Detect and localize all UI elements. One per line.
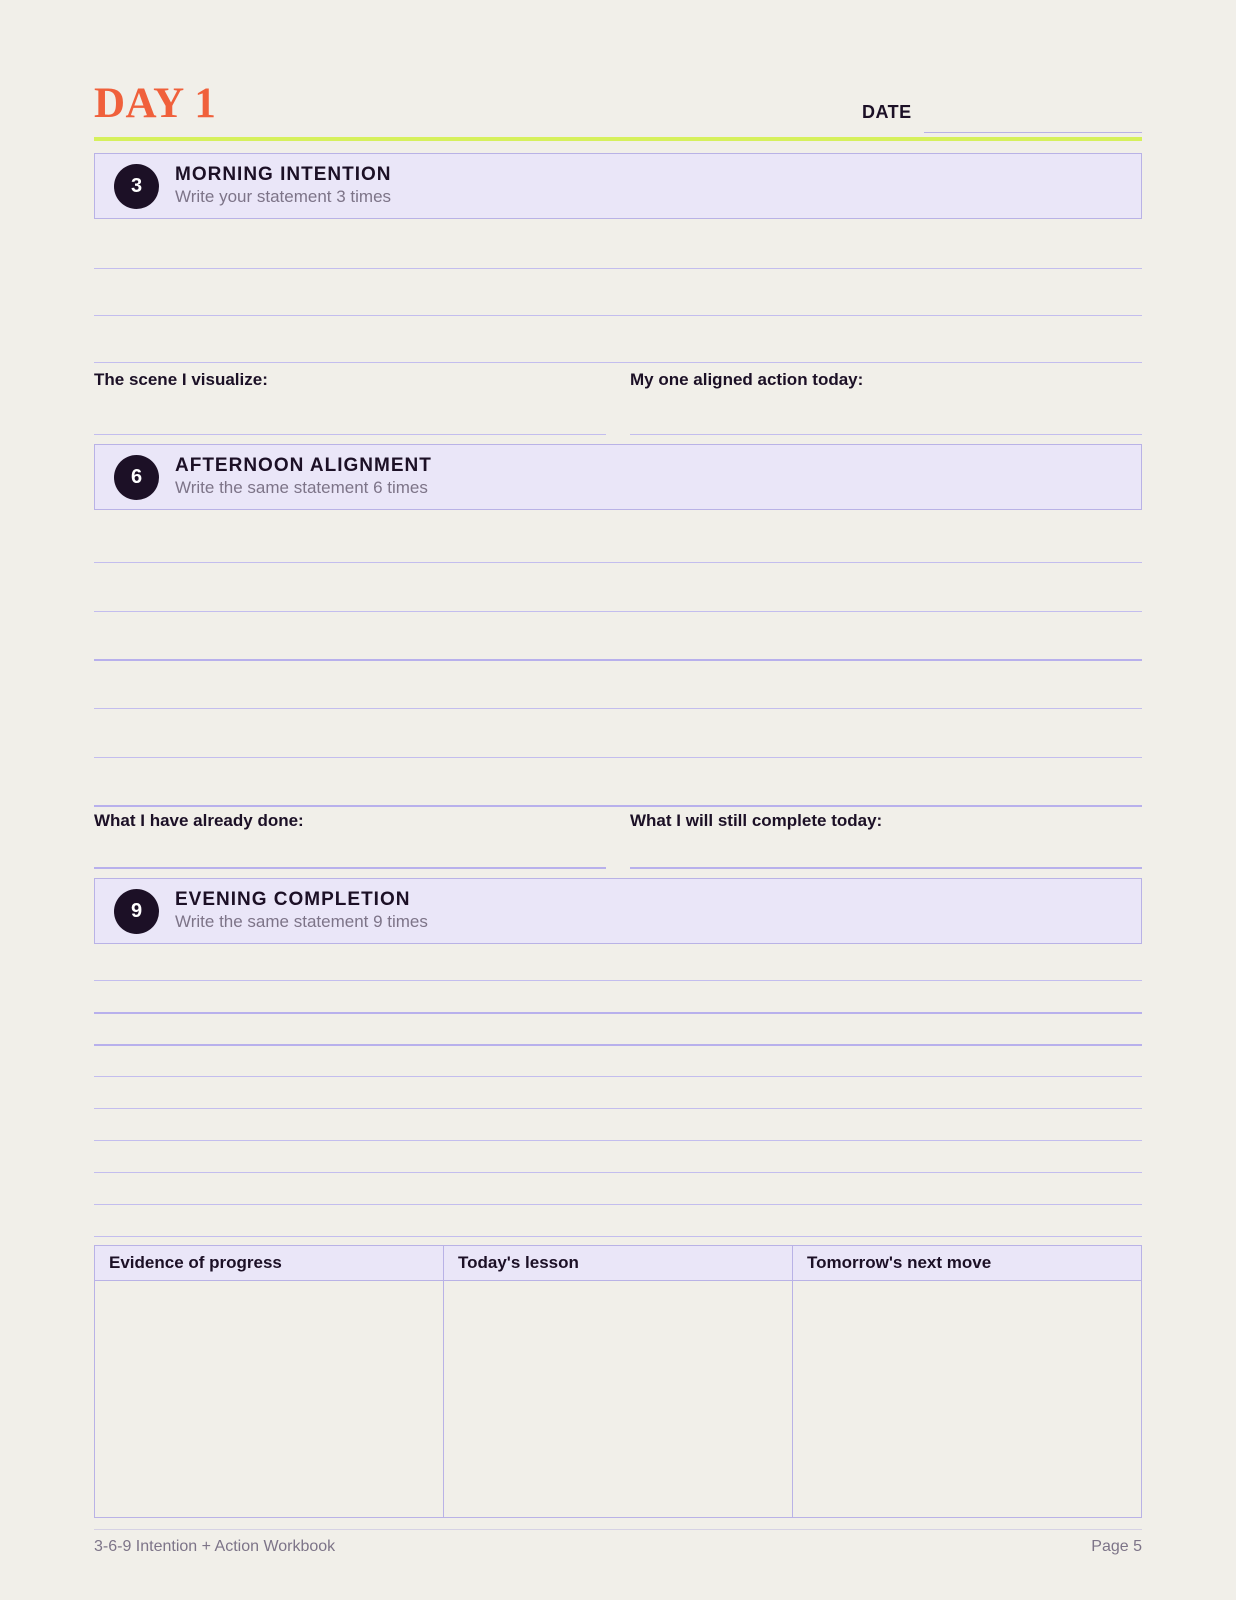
- morning-write-line[interactable]: [94, 268, 1142, 269]
- action-input-line[interactable]: [630, 434, 1142, 435]
- date-label: DATE: [862, 102, 912, 122]
- morning-write-line[interactable]: [94, 315, 1142, 316]
- afternoon-write-line[interactable]: [94, 562, 1142, 563]
- header-accent-rule: [94, 137, 1142, 141]
- next-move-column[interactable]: [792, 1246, 1141, 1517]
- next-move-column-header: Tomorrow's next move: [793, 1246, 1141, 1281]
- evening-section-title: EVENING COMPLETION: [175, 889, 411, 910]
- afternoon-write-line[interactable]: [94, 611, 1142, 612]
- evening-write-line[interactable]: [94, 1012, 1142, 1014]
- afternoon-section-title: AFTERNOON ALIGNMENT: [175, 455, 432, 476]
- lesson-column-header: Today's lesson: [444, 1246, 792, 1281]
- date-field[interactable]: [924, 132, 1142, 133]
- evening-write-line[interactable]: [94, 1204, 1142, 1205]
- evening-write-line[interactable]: [94, 1172, 1142, 1173]
- done-label: What I have already done:: [94, 811, 304, 830]
- evening-write-line[interactable]: [94, 1236, 1142, 1237]
- afternoon-write-line[interactable]: [94, 708, 1142, 709]
- afternoon-section-subtitle: Write the same statement 6 times: [175, 478, 428, 497]
- morning-count-badge: 3: [114, 164, 159, 209]
- afternoon-section-header: [94, 444, 1142, 510]
- lesson-column[interactable]: [443, 1246, 792, 1517]
- evidence-column[interactable]: [95, 1246, 443, 1517]
- action-label: My one aligned action today:: [630, 370, 864, 389]
- scene-input-line[interactable]: [94, 434, 606, 435]
- evening-section-subtitle: Write the same statement 9 times: [175, 912, 428, 931]
- evening-write-line[interactable]: [94, 1140, 1142, 1141]
- evening-write-line[interactable]: [94, 1076, 1142, 1077]
- afternoon-write-line[interactable]: [94, 757, 1142, 758]
- evening-write-line[interactable]: [94, 1044, 1142, 1046]
- footer-workbook-title: 3-6-9 Intention + Action Workbook: [94, 1538, 336, 1555]
- morning-section-subtitle: Write your statement 3 times: [175, 187, 392, 206]
- afternoon-write-line[interactable]: [94, 805, 1142, 807]
- morning-section-header: [94, 153, 1142, 219]
- evening-write-line[interactable]: [94, 980, 1142, 981]
- footer-divider: [94, 1529, 1142, 1530]
- evening-count-badge: 9: [114, 889, 159, 934]
- page-title: DAY 1: [94, 80, 217, 127]
- evening-section-header: [94, 878, 1142, 944]
- footer-page-number: Page 5: [1091, 1538, 1142, 1555]
- complete-input-line[interactable]: [630, 867, 1142, 869]
- scene-label: The scene I visualize:: [94, 370, 268, 389]
- morning-write-line[interactable]: [94, 362, 1142, 363]
- complete-label: What I will still complete today:: [630, 811, 883, 830]
- evening-write-line[interactable]: [94, 1108, 1142, 1109]
- reflection-table: [94, 1245, 1142, 1518]
- done-input-line[interactable]: [94, 867, 606, 869]
- afternoon-write-line[interactable]: [94, 659, 1142, 661]
- evidence-column-header: Evidence of progress: [95, 1246, 443, 1281]
- afternoon-count-badge: 6: [114, 455, 159, 500]
- morning-section-title: MORNING INTENTION: [175, 164, 392, 185]
